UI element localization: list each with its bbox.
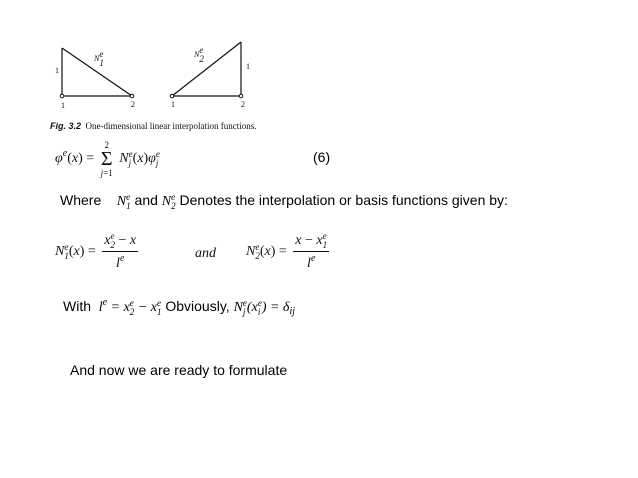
left-node-1-marker — [60, 94, 64, 98]
caption-text: One-dimensional linear interpolation functions. — [85, 121, 257, 131]
closing-line: And now we are ready to formulate — [70, 362, 288, 378]
right-node-2-marker — [239, 94, 243, 98]
caption-prefix: Fig. 3.2 — [50, 121, 82, 131]
symbol-N1e: N e 1 — [116, 191, 131, 211]
right-node-1-marker — [170, 94, 174, 98]
kronecker-delta-formula: N e j (x e i ) = $\delta_{ij}$ — [233, 297, 295, 317]
left-shape-label: N e 1 — [94, 49, 104, 68]
left-node-1-label: 1 — [61, 101, 65, 110]
shape-function-N1: N e 1 (x) = x e 2 − x $l^e$ — [55, 231, 137, 271]
interpolation-figure — [40, 30, 270, 120]
left-height-label: 1 — [55, 66, 59, 75]
with-word: With — [63, 298, 91, 314]
where-rest: Denotes the interpolation or basis functions given by: — [179, 192, 508, 208]
left-node-2-label: 2 — [131, 100, 135, 109]
and-math-word: and — [195, 246, 216, 261]
equation-phi-sum: $\varphi^e(x)$ = 2 Σ j=1 N e j (x)φ e j — [55, 140, 160, 178]
equation-number: (6) — [313, 149, 331, 165]
element-length-formula: $l^e = x$ e 2 − x e 1 — [98, 297, 162, 317]
right-height-label: 1 — [246, 62, 250, 71]
summation-symbol: 2 Σ j=1 — [100, 140, 113, 178]
where-line — [60, 192, 508, 211]
right-triangle-hypotenuse — [172, 42, 241, 96]
figure-caption — [50, 121, 256, 131]
symbol-N2e: N e 2 — [161, 191, 176, 211]
obviously-word: Obviously, — [165, 298, 230, 314]
where-word: Where — [60, 192, 102, 208]
left-node-2-marker — [130, 94, 134, 98]
right-shape-label: N e 2 — [194, 45, 204, 64]
right-node-1-label: 1 — [171, 100, 175, 109]
right-node-2-label: 2 — [241, 100, 245, 109]
and-word: and — [134, 192, 158, 208]
with-line — [63, 297, 295, 317]
shape-function-N2: N e 2 (x) = x − x e 1 $l^e$ — [246, 231, 328, 271]
